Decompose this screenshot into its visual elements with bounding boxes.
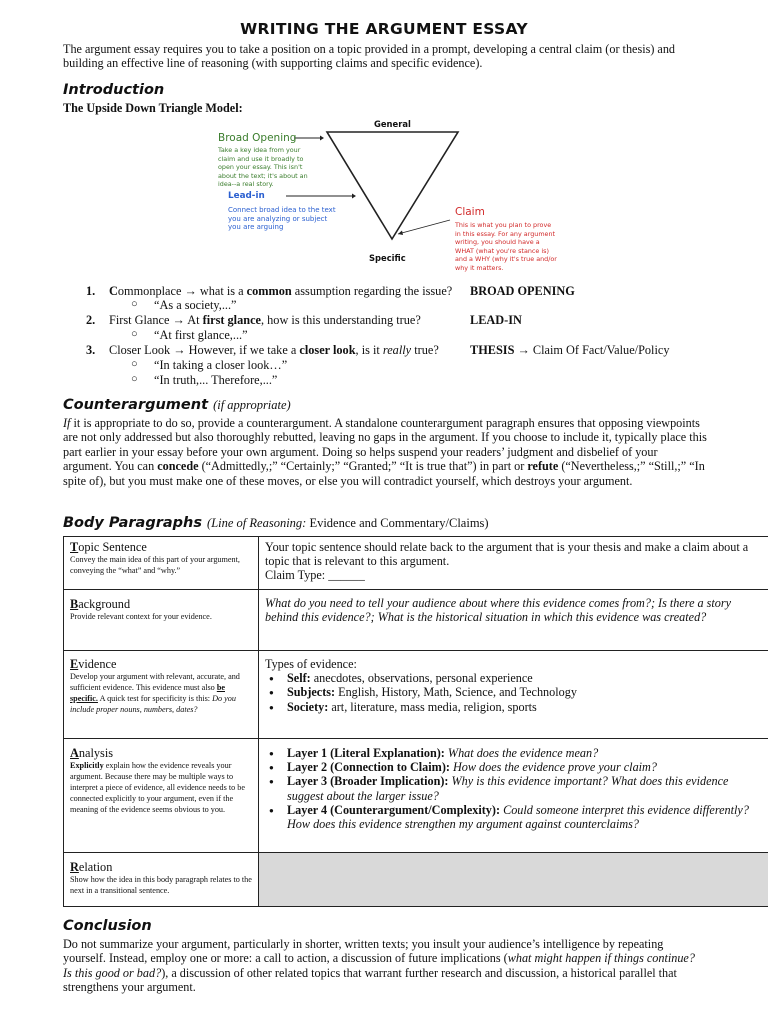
evidence-types-title: Types of evidence: xyxy=(265,657,357,671)
intro-paragraph: The argument essay requires you to take a position on a topic provided in a prompt, developing a central claim (or thesis) and building an effective line of reasoning (with supporting claims and specific evidence). xyxy=(63,42,676,71)
list-item: ● Layer 1 (Literal Explanation): What does the evidence mean? xyxy=(287,746,762,760)
background-label: Background xyxy=(70,597,131,611)
step-1-label: BROAD OPENING xyxy=(470,284,575,298)
claim-arrow xyxy=(398,220,450,234)
analysis-content-cell xyxy=(259,739,768,853)
table-row-background xyxy=(64,590,768,651)
relation-desc: Show how the idea in this body paragraph relates to the next in a transitional sentence. xyxy=(70,875,252,895)
lead-in-label: Lead-in xyxy=(228,191,265,201)
table-row-evidence xyxy=(64,651,768,739)
table-row-relation xyxy=(64,853,768,907)
step-1-number: 1. xyxy=(86,284,96,298)
step-2-label: LEAD-IN xyxy=(470,313,522,327)
step-3-number: 3. xyxy=(86,343,96,357)
step-1-text: Commonplace → what is a common assumption regarding the issue? xyxy=(109,284,453,298)
background-cell xyxy=(64,590,259,651)
claim-label: Claim xyxy=(455,206,485,218)
lead-in-text: Connect broad idea to the text you are analyzing or subject you are arguing xyxy=(228,206,336,232)
lead-in-arrowhead xyxy=(352,194,356,199)
conclusion-paragraph: Do not summarize your argument, particularly in shorter, written texts; you insult your audience’s intelligence by repeating yourself. Instead, employ one or more: a call to action, a discussion of future implications (what might happen if things continue? Is this good or bad?), a discussion of other related topics that warrant further research and discussion, a historical parallel that strengthens your argument. xyxy=(63,937,695,995)
broad-opening-label: Broad Opening xyxy=(218,132,297,144)
table-row-topic-sentence xyxy=(64,537,768,590)
claim-type-field: Claim Type: ______ xyxy=(265,568,365,583)
topic-sentence-desc: Convey the main idea of this part of your argument, conveying the “what” and “why.” xyxy=(70,555,240,575)
list-item: ● Society: art, literature, mass media, religion, sports xyxy=(287,700,762,714)
relation-content-cell xyxy=(259,853,768,907)
broad-opening-arrowhead xyxy=(320,136,324,141)
evidence-types-list xyxy=(265,671,762,714)
relation-cell xyxy=(64,853,259,907)
analysis-layers-list xyxy=(265,746,762,831)
analysis-desc: Explicitly explain how the evidence reveals your argument. Because there may be multiple ways to interpret a piece of evidence, all evidence needs to be connected explicitly to your argument, even if the meaning of the evidence seems obvious to you. xyxy=(70,761,246,814)
relation-label: Relation xyxy=(70,860,113,874)
document-title: WRITING THE ARGUMENT ESSAY xyxy=(240,20,528,38)
step-2-number: 2. xyxy=(86,313,96,327)
broad-opening-text: Take a key idea from your claim and use it broadly to open your essay. This isn't about the text; it's about an idea--a real story. xyxy=(218,146,308,189)
evidence-content-cell xyxy=(259,651,768,739)
step-3-label: THESIS → Claim Of Fact/Value/Policy xyxy=(470,343,670,357)
topic-sentence-content: Your topic sentence should relate back to the argument that is your thesis and make a claim about a topic that is relevant to this argument. xyxy=(265,540,749,569)
topic-sentence-label: Topic Sentence xyxy=(70,540,147,554)
topic-sentence-cell xyxy=(64,537,259,590)
conclusion-heading: Conclusion xyxy=(63,918,152,934)
evidence-label: Evidence xyxy=(70,657,117,671)
claim-text: This is what you plan to prove in this essay. For any argument writing, you should have a WHAT (what you're stance is) and a WHY (why it's true and/or why it matters. xyxy=(455,221,557,272)
topic-sentence-content-cell xyxy=(259,537,768,590)
general-label: General xyxy=(374,119,411,129)
table-row-analysis xyxy=(64,739,768,853)
analysis-cell xyxy=(64,739,259,853)
list-item: ● Subjects: English, History, Math, Science, and Technology xyxy=(287,685,762,699)
triangle-model-title: The Upside Down Triangle Model: xyxy=(63,101,243,115)
analysis-label: Analysis xyxy=(70,746,114,760)
evidence-desc: Develop your argument with relevant, accurate, and sufficient evidence. This evidence must also be specific. A quick test for specificity is this: Do you include proper nouns, numbers, dates? xyxy=(70,672,240,714)
list-item: ● Layer 4 (Counterargument/Complexity): Could someone interpret this evidence differently? How does this evidence strengthen my argument against counterclaims? xyxy=(287,803,762,831)
counterargument-heading: Counterargument (if appropriate) xyxy=(63,397,291,413)
document-page: WRITING THE ARGUMENT ESSAY The argument essay requires you to take a position on a topic provided in a prompt, developing a central claim (or thesis) and building an effective line of reasoning (with supporting claims and specific evidence). Introduction The Upside Down Triangle Model: General Specific Broad Opening Take a key idea from your claim and use it broadly to open your essay. This isn't about the text; it's about an idea--a real story. Lead-in Connect broad idea to the text you are analyzing or subject you are arguing Claim This is what you plan to prove in this essay. For any argument writing, you should have a WHAT (what you're stance is) and a WHY (why it's true and/or why it matters. 1. Commonplace → what is a common assumption regarding the issue? BROAD OPENING ○ “As a society,...” 2. First Glance → At first glance, how is this understanding true? LEAD-IN ○ “At first glance,...” 3. Closer Look → However, if we take a closer look, is it really true? THESIS → Claim Of Fact/Value/Policy ○ “In taking a closer look…” ○ “In truth,... Therefore,...” Counterargument (if appropriate) If it is appropriate to do so, provide a counterargument. A standalone counterargument paragraph ensures that opposing viewpoints are not only addressed but also thoroughly rebutted, leaving no gaps in the argument. If you choose to include it, typically place this part earlier in your essay before your own argument. Doing so helps suspend your readers’ judgment and disbelief of your argument. You can concede (“Admittedly,;” “Certainly;” “Granted;” “It is true that”) in part or refute (“Nevertheless,;” “Still,;” “In spite of), but you must make one of these moves, or else you will contradict yourself, which destroys your argument. Body Paragraphs (Line of Reasoning: Evidence and Commentary/Claims) Topic Sentence Convey the main idea of this part of your argument, conveying the “what” and “why.” Your topic sentence should relate back to the argument that is your thesis and make a claim about a topic that is relevant to this argument. Claim Type: ______ Background Provide relevant context for your evidence. What do you need to tell your audience about where this evidence comes from?; Is there a story behind this evidence?; What is the historical situation in which this evidence was created? Evidence Develop your argument with relevant, accurate, and sufficient evidence. This evidence must also be specific. A quick test for specificity is this: Do you include proper nouns, numbers, dates? Types of evidence: ● Self: anecdotes, observations, personal experience ● Subjects: English, History, Math, Science, and Technology ● Society: art, literature, mass media, religion, sports Analysis Explicitly explain how the evidence reveals your argument. Because there may be multiple ways to interpret a piece of evidence, all evidence needs to be connected explicitly to your argument, even if the meaning of the evidence seems obvious to you. ● Layer 1 (Literal Explanation): What does the evidence mean? ● Layer 2 (Connection to Claim): How does the evidence prove your claim? ● Layer 3 (Broader Implication): Why is this evidence important? What does this evidence suggest about the larger issue? ● Layer 4 (Counterargument/Complexity): Could someone interpret this evidence differently? How does this evidence strengthen my argument against counterclaims? Relation Show how the idea in this body paragraph relates to the next in a transitional sentence. Conclusion Do not summarize your argument, particularly in shorter, written texts; you insult your audience’s intelligence by repeating yourself. Instead, employ one or more: a call to action, a discussion of future implications (what might happen if things continue? Is this good or bad?), a discussion of other related topics that warrant further research and discussion, a historical parallel that strengthens your argument. xyxy=(0,0,768,1024)
claim-arrowhead xyxy=(398,231,403,236)
list-item: ● Self: anecdotes, observations, personal experience xyxy=(287,671,762,685)
list-item: ● Layer 2 (Connection to Claim): How does the evidence prove your claim? xyxy=(287,760,762,774)
body-paragraphs-heading: Body Paragraphs (Line of Reasoning: Evidence and Commentary/Claims) xyxy=(63,515,489,531)
background-content: What do you need to tell your audience about where this evidence comes from?; Is there a story behind this evidence?; What is the historical situation in which this evidence was created? xyxy=(265,596,732,625)
list-item: ● Layer 3 (Broader Implication): Why is this evidence important? What does this evidence suggest about the larger issue? xyxy=(287,774,762,802)
step-2-text: First Glance → At first glance, how is this understanding true? xyxy=(109,313,421,327)
introduction-heading: Introduction xyxy=(63,82,165,98)
background-desc: Provide relevant context for your evidence. xyxy=(70,612,212,621)
background-content-cell xyxy=(259,590,768,651)
body-paragraphs-table xyxy=(63,536,768,907)
evidence-cell xyxy=(64,651,259,739)
specific-label: Specific xyxy=(369,253,406,263)
step-3-text: Closer Look → However, if we take a closer look, is it really true? xyxy=(109,343,439,357)
counterargument-paragraph: If it is appropriate to do so, provide a counterargument. A standalone counterargument paragraph ensures that opposing viewpoints are not only addressed but also thoroughly rebutted, leaving no gaps in the argument. If you choose to include it, typically place this part earlier in your essay before your own argument. Doing so helps suspend your readers’ judgment and disbelief of your argument. You can concede (“Admittedly,;” “Certainly;” “Granted;” “It is true that”) in part or refute (“Nevertheless,;” “Still,;” “In spite of), but you must make one of these moves, or else you will contradict yourself, which destroys your argument. xyxy=(63,416,707,488)
